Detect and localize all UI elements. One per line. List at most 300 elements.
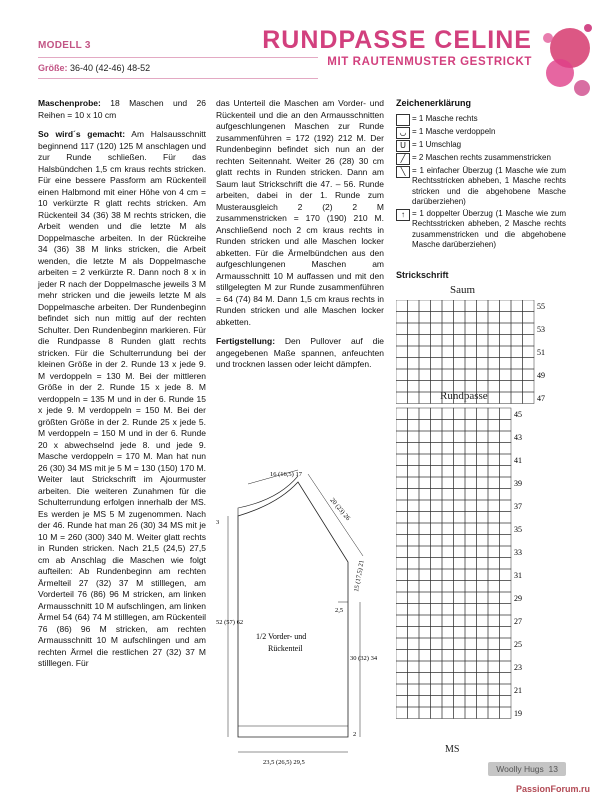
chart-cell <box>511 312 523 324</box>
chart-cell <box>465 535 477 547</box>
chart-cell <box>431 392 443 404</box>
chart-cell <box>408 312 420 324</box>
chart-cell <box>408 381 420 393</box>
chart-cell <box>500 627 512 639</box>
legend-text: = 1 doppelter Überzug (1 Masche wie zum Rechtsstricken abheben, 2 Masche rechts zusammenstricken und die abgehobene Masche darüberziehen) <box>412 208 566 249</box>
chart-cell <box>523 346 535 358</box>
chart-cell <box>454 466 466 478</box>
chart-cell <box>500 477 512 489</box>
dim-body-length: 30 (32) 34 <box>350 655 378 662</box>
chart-cell <box>511 346 523 358</box>
chart-cell <box>431 500 443 512</box>
chart-cell <box>442 489 454 501</box>
chart-cell <box>488 696 500 708</box>
chart-cell <box>431 335 443 347</box>
chart-cell <box>511 323 523 335</box>
chart-cell <box>408 420 420 432</box>
chart-cell <box>396 466 408 478</box>
chart-cell <box>477 661 489 673</box>
chart-cell <box>477 392 489 404</box>
legend-item <box>396 127 566 139</box>
header-divider <box>38 57 318 58</box>
header-divider-2 <box>38 78 318 79</box>
instructions-paragraph <box>38 129 206 670</box>
chart-cell <box>419 546 431 558</box>
chart-cell <box>454 535 466 547</box>
chart-cell <box>442 312 454 324</box>
rundpasse-chart-label: Rundpasse <box>440 390 488 402</box>
chart-cell <box>431 592 443 604</box>
chart-cell <box>396 300 408 312</box>
chart-cell <box>431 454 443 466</box>
chart-cell <box>396 707 408 719</box>
chart-cell <box>477 381 489 393</box>
chart-cell <box>442 335 454 347</box>
chart-cell <box>465 466 477 478</box>
chart-cell <box>408 661 420 673</box>
chart-cell <box>396 454 408 466</box>
chart-cell <box>396 408 408 420</box>
dim-neck-height: 3 <box>216 519 220 526</box>
chart-cell <box>408 627 420 639</box>
chart-cell <box>442 523 454 535</box>
chart-cell <box>500 638 512 650</box>
chart-cell <box>488 431 500 443</box>
chart-cell <box>396 477 408 489</box>
chart-cell <box>408 650 420 662</box>
ms-label: MS <box>445 744 460 755</box>
chart-cell <box>431 569 443 581</box>
chart-cell <box>396 335 408 347</box>
legend-list <box>396 114 566 251</box>
chart-cell <box>465 431 477 443</box>
chart-cell <box>408 454 420 466</box>
chart-cell <box>465 661 477 673</box>
chart-cell <box>419 581 431 593</box>
chart-cell <box>396 696 408 708</box>
chart-cell <box>488 592 500 604</box>
chart-cell <box>500 392 512 404</box>
chart-cell <box>511 300 523 312</box>
chart-cell <box>477 650 489 662</box>
chart-cell <box>408 477 420 489</box>
chart-cell <box>477 335 489 347</box>
chart-cell <box>396 615 408 627</box>
chart-cell <box>477 523 489 535</box>
chart-cell <box>396 638 408 650</box>
chart-cell <box>500 489 512 501</box>
chart-cell <box>500 523 512 535</box>
chart-cell <box>431 627 443 639</box>
saum-chart-label: Saum <box>450 284 476 296</box>
chart-cell <box>488 684 500 696</box>
gauge-paragraph <box>38 98 206 121</box>
chart-cell <box>488 346 500 358</box>
chart-cell <box>465 358 477 370</box>
chart-cell <box>477 454 489 466</box>
paint-splash-decoration <box>530 18 594 108</box>
finishing-text: Den Pullover auf die angegebenen Maße spannen, anfeuchten und trocknen lassen oder leicht dämpfen. <box>216 336 384 369</box>
schema-label-2: Rückenteil <box>268 644 303 653</box>
chart-cell <box>523 369 535 381</box>
chart-cell <box>419 615 431 627</box>
chart-cell <box>500 454 512 466</box>
chart-cell <box>454 346 466 358</box>
chart-cell <box>523 358 535 370</box>
chart-cell <box>465 300 477 312</box>
chart-cell <box>477 684 489 696</box>
chart-cell <box>454 335 466 347</box>
chart-cell <box>396 535 408 547</box>
chart-cell <box>477 431 489 443</box>
chart-cell <box>419 684 431 696</box>
chart-cell <box>523 335 535 347</box>
chart-cell <box>396 420 408 432</box>
chart-cell <box>488 323 500 335</box>
chart-cell <box>500 707 512 719</box>
chart-cell <box>408 558 420 570</box>
chart-cell <box>431 707 443 719</box>
chart-cell <box>431 684 443 696</box>
chart-cell <box>408 392 420 404</box>
chart-cell <box>431 420 443 432</box>
chart-cell <box>477 558 489 570</box>
chart-cell <box>465 558 477 570</box>
instructions-column-1 <box>38 98 206 678</box>
chart-cell <box>477 323 489 335</box>
chart-cell <box>488 335 500 347</box>
chart-cell <box>465 569 477 581</box>
chart-cell <box>488 707 500 719</box>
footer-brand: Woolly Hugs <box>496 764 544 774</box>
chart-cell <box>465 512 477 524</box>
chart-cell <box>477 569 489 581</box>
chart-row-label: 39 <box>514 479 522 489</box>
dim-armhole: 15 (17,5) 21 <box>353 559 366 593</box>
chart-row-label: 33 <box>514 548 522 558</box>
chart-cell <box>500 569 512 581</box>
chart-row-label: 27 <box>514 617 522 627</box>
chart-cell <box>454 431 466 443</box>
chart-cell <box>477 500 489 512</box>
chart-cell <box>419 707 431 719</box>
chart-cell <box>431 512 443 524</box>
chart-cell <box>431 443 443 455</box>
chart-cell <box>454 638 466 650</box>
chart-cell <box>419 466 431 478</box>
legend-symbol-icon: ╱ <box>396 153 410 165</box>
chart-cell <box>408 581 420 593</box>
chart-row-label: 29 <box>514 594 522 604</box>
chart-cell <box>419 392 431 404</box>
chart-cell <box>408 707 420 719</box>
chart-cell <box>408 369 420 381</box>
chart-cell <box>408 408 420 420</box>
chart-cell <box>454 523 466 535</box>
chart-cell <box>396 592 408 604</box>
chart-cell <box>488 443 500 455</box>
chart-cell <box>454 627 466 639</box>
chart-cell <box>488 408 500 420</box>
chart-cell <box>396 523 408 535</box>
chart-cell <box>500 581 512 593</box>
chart-cell <box>500 500 512 512</box>
chart-cell <box>419 604 431 616</box>
chart-cell <box>442 535 454 547</box>
chart-cell <box>396 346 408 358</box>
chart-cell <box>500 381 512 393</box>
chart-cell <box>500 300 512 312</box>
chart-cell <box>419 300 431 312</box>
chart-cell <box>442 300 454 312</box>
chart-cell <box>500 696 512 708</box>
chart-cell <box>419 673 431 685</box>
instructions-text: Am Halsausschnitt beginnend 117 (120) 125 M anschlagen und zur Runde schließen. Für das Halsbündchen 1,5 cm kraus rechts stricken. Für eine bessere Passform am Rückenteil einen Halbmond mit einer Höhe von 4 cm = 10 verkürzte R glatt rechts stricken. Am Rückenteil 34 (36) 38 M rechts stricken, die Arbeit wenden und die letzte M als Doppelmasche arbeiten. In der Rückreihe 34 (36) 38 M links stricken, die Arbeit wenden, die letzte M als Doppelmasche arbeiten = 2 verkürzte R. Dann noch 8 x in jeder R nach der Doppelmasche jeweils 3 M mehr stricken und die jeweils letzte M als Doppelmasche arbeiten. Der Rundenbeginn befindet sich nun mittig auf der rechten Schulter. Den Rundenbeginn markieren. Für die Rundpasse 8 Runden glatt rechts stricken. Für die Schulterrundung bei der kleinen Größe in der 2. Runde 13 x jede 9. M verdoppeln = 130 M. Bei der mittleren Größe in der 2. Runde 15 x jede 8. M verdoppeln = 135 M und in der 6. Runde 15 x jede 9. M verdoppeln = 150 M. Bei der größten Größe in der 2. Runde 25 x jede 5. M verdoppeln = 150 M und in der 6. Runde 20 x abwechselnd jede 8. und jede 9. Masche verdoppeln = 170 M. Man hat nun 26 (30) 34 MS mit je 5 M = 130 (150) 170 M. Weiter laut Strickschrift im Ajourmuster arbeiten. Die weiteren Zunahmen für die Schulterrundung erfolgen innerhalb der MS. Es werden je MS 5 M zugenommen. Nach der 46. Runde hat man 26 (30) 34 MS mit je 10 M = 260 (300) 340 M. Weiter glatt rechts in Runden stricken. Nach 21,5 (24,5) 27,5 cm ab Anschlag die Maschen wie folgt aufteilen: Ab Rundenbeginn am rechten Ärmelteil 27 (32) 37 M stilllegen, am Vorderteil 76 (86) 96 M stricken, am linken Armausschnitt 10 M aufschlingen, am linken Ärmel 54 (64) 74 M stilllegen, am Rückenteil 76 (86) 96 M stricken, am rechten Armausschnitt 10 M aufschlingen und am rechten Ärmel die restlichen 27 (32) 37 M stilllegen. Für <box>38 129 206 668</box>
chart-cell <box>465 684 477 696</box>
dim-shoulder: 20 (23) 26 <box>328 496 352 523</box>
chart-cell <box>396 604 408 616</box>
chart-cell <box>523 381 535 393</box>
chart-cell <box>523 323 535 335</box>
chart-cell <box>465 615 477 627</box>
chart-cell <box>431 381 443 393</box>
legend-symbol-icon: ◡ <box>396 127 410 139</box>
chart-cell <box>419 369 431 381</box>
chart-cell <box>454 684 466 696</box>
chart-cell <box>488 627 500 639</box>
chart-cell <box>431 604 443 616</box>
chart-cell <box>454 707 466 719</box>
chart-cell <box>431 408 443 420</box>
chart-cell <box>465 408 477 420</box>
dim-side-small: 2,5 <box>335 607 344 614</box>
chart-cell <box>500 558 512 570</box>
chart-cell <box>477 512 489 524</box>
chart-cell <box>488 466 500 478</box>
chart-row-label: 55 <box>537 302 545 312</box>
legend-item <box>396 209 566 251</box>
chart-cell <box>442 661 454 673</box>
chart-cell <box>477 489 489 501</box>
chart-cell <box>419 569 431 581</box>
chart-cell <box>442 558 454 570</box>
chart-cell <box>408 673 420 685</box>
chart-cell <box>396 381 408 393</box>
chart-cell <box>431 661 443 673</box>
chart-cell <box>419 408 431 420</box>
chart-cell <box>431 431 443 443</box>
chart-cell <box>442 546 454 558</box>
chart-cell <box>442 466 454 478</box>
chart-cell <box>419 627 431 639</box>
chart-cell <box>442 696 454 708</box>
chart-cell <box>442 707 454 719</box>
chart-cell <box>500 661 512 673</box>
chart-cell <box>477 581 489 593</box>
chart-cell <box>465 627 477 639</box>
chart-cell <box>442 392 454 404</box>
chart-cell <box>454 312 466 324</box>
chart-cell <box>408 443 420 455</box>
chart-cell <box>454 420 466 432</box>
chart-cell <box>431 615 443 627</box>
chart-cell <box>477 627 489 639</box>
chart-cell <box>419 592 431 604</box>
chart-cell <box>442 381 454 393</box>
chart-cell <box>477 466 489 478</box>
chart-cell <box>454 569 466 581</box>
watermark: PassionForum.ru <box>515 784 590 794</box>
chart-cell <box>408 615 420 627</box>
chart-cell <box>442 369 454 381</box>
chart-cell <box>511 381 523 393</box>
chart-cell <box>477 535 489 547</box>
chart-cell <box>488 581 500 593</box>
chart-cell <box>488 489 500 501</box>
chart-cell <box>477 312 489 324</box>
chart-cell <box>442 684 454 696</box>
chart-cell <box>419 312 431 324</box>
chart-cell <box>488 512 500 524</box>
chart-cell <box>500 408 512 420</box>
chart-cell <box>523 300 535 312</box>
chart-cell <box>431 650 443 662</box>
chart-cell <box>396 323 408 335</box>
chart-cell <box>431 323 443 335</box>
chart-cell <box>500 535 512 547</box>
legend-item <box>396 166 566 208</box>
chart-cell <box>477 346 489 358</box>
chart-row-label: 49 <box>537 371 545 381</box>
chart-cell <box>408 335 420 347</box>
chart-cell <box>396 500 408 512</box>
chart-cell <box>500 673 512 685</box>
chart-cell <box>488 477 500 489</box>
footer-badge <box>488 762 566 776</box>
chart-cell <box>396 369 408 381</box>
chart-cell <box>442 569 454 581</box>
chart-cell <box>431 581 443 593</box>
chart-cell <box>419 558 431 570</box>
chart-cell <box>454 408 466 420</box>
legend-item <box>396 140 566 152</box>
chart-cell <box>488 523 500 535</box>
chart-cell <box>488 300 500 312</box>
chart-cell <box>442 615 454 627</box>
chart-cell <box>523 392 535 404</box>
chart-cell <box>488 454 500 466</box>
chart-cell <box>419 346 431 358</box>
chart-cell <box>431 696 443 708</box>
chart-cell <box>465 581 477 593</box>
instructions-column-2 <box>216 98 384 379</box>
chart-cell <box>500 420 512 432</box>
chart-cell <box>396 431 408 443</box>
chart-cell <box>419 381 431 393</box>
chart-cell <box>396 650 408 662</box>
chart-cell <box>442 592 454 604</box>
chart-cell <box>477 673 489 685</box>
chart-cell <box>419 335 431 347</box>
chart-cell <box>500 684 512 696</box>
chart-cell <box>500 615 512 627</box>
chart-cell <box>488 420 500 432</box>
chart-cell <box>500 592 512 604</box>
chart-cell <box>500 512 512 524</box>
chart-cell <box>465 696 477 708</box>
chart-cell <box>500 346 512 358</box>
chart-cell <box>408 604 420 616</box>
legend-text: = 2 Maschen rechts zusammenstricken <box>412 152 551 162</box>
knitting-charts <box>396 300 576 740</box>
chart-cell <box>488 358 500 370</box>
chart-cell <box>454 323 466 335</box>
chart-cell <box>511 335 523 347</box>
chart-cell <box>500 466 512 478</box>
legend-symbol-icon <box>396 114 410 126</box>
chart-cell <box>500 604 512 616</box>
dim-hem: 2 <box>353 731 357 738</box>
chart-cell <box>488 546 500 558</box>
chart-cell <box>419 650 431 662</box>
chart-cell <box>488 558 500 570</box>
chart-cell <box>488 381 500 393</box>
chart-cell <box>465 312 477 324</box>
legend-symbol-icon: ↑ <box>396 209 410 221</box>
chart-cell <box>488 638 500 650</box>
chart-cell <box>454 443 466 455</box>
chart-cell <box>396 569 408 581</box>
lower-body-paragraph: das Unterteil die Maschen am Vorder- und Rückenteil und die an den Armausschnitten aufgeschlungenen Maschen zur Runde zusammenführen = 172 (192) 212 M. Der Rundenbeginn befindet sich nun an der rechten Seitennaht. Weiter 26 (28) 30 cm glatt rechts in Runden stricken. Dann am Saum laut Strickschrift die 47. – 56. Runde arbeiten, dabei in der 1. Runde zum Musterausgleich 2 (2) 2 M zusammenstricken = 170 (190) 210 M. Anschließend noch 2 cm kraus rechts in Runden stricken und alle Maschen locker abketten. Für die Ärmelbündchen aus den aufgeschlungenen Maschen am Armausschnitt 10 M auffassen und mit den stillgelegten M zur Runde zusammenführen = 64 (74) 84 M. Dann 1,5 cm kraus rechts in Runden stricken und alle Maschen locker abketten. <box>216 98 384 327</box>
chart-row-label: 43 <box>514 433 522 443</box>
chart-cell <box>408 535 420 547</box>
chart-cell <box>488 673 500 685</box>
chart-title: Strickschrift <box>396 270 449 280</box>
chart-cell <box>465 323 477 335</box>
chart-cell <box>431 466 443 478</box>
size-line <box>38 63 150 73</box>
legend-item <box>396 114 566 126</box>
chart-cell <box>488 615 500 627</box>
chart-cell <box>431 346 443 358</box>
chart-cell <box>431 558 443 570</box>
chart-cell <box>477 358 489 370</box>
chart-cell <box>442 431 454 443</box>
chart-cell <box>431 535 443 547</box>
page-title: RUNDPASSE CELINE <box>262 26 532 54</box>
chart-cell <box>408 638 420 650</box>
chart-cell <box>454 369 466 381</box>
chart-cell <box>488 535 500 547</box>
chart-cell <box>465 604 477 616</box>
legend-item <box>396 153 566 165</box>
legend-symbol-icon: U <box>396 140 410 152</box>
chart-row-label: 25 <box>514 640 522 650</box>
chart-cell <box>477 546 489 558</box>
legend-text: = 1 einfacher Überzug (1 Masche wie zum Rechtsstricken abheben, 1 Masche rechts stricken und die abgehobene Masche darüberziehen) <box>412 165 566 206</box>
chart-cell <box>488 650 500 662</box>
chart-cell <box>465 592 477 604</box>
chart-cell <box>477 707 489 719</box>
chart-cell <box>465 489 477 501</box>
chart-row-label: 21 <box>514 686 522 696</box>
chart-cell <box>396 684 408 696</box>
chart-cell <box>419 500 431 512</box>
chart-row-label: 47 <box>537 394 545 404</box>
dim-total-length: 52 (57) 62 <box>216 619 244 626</box>
size-label: Größe: <box>38 63 68 73</box>
chart-cell <box>500 323 512 335</box>
